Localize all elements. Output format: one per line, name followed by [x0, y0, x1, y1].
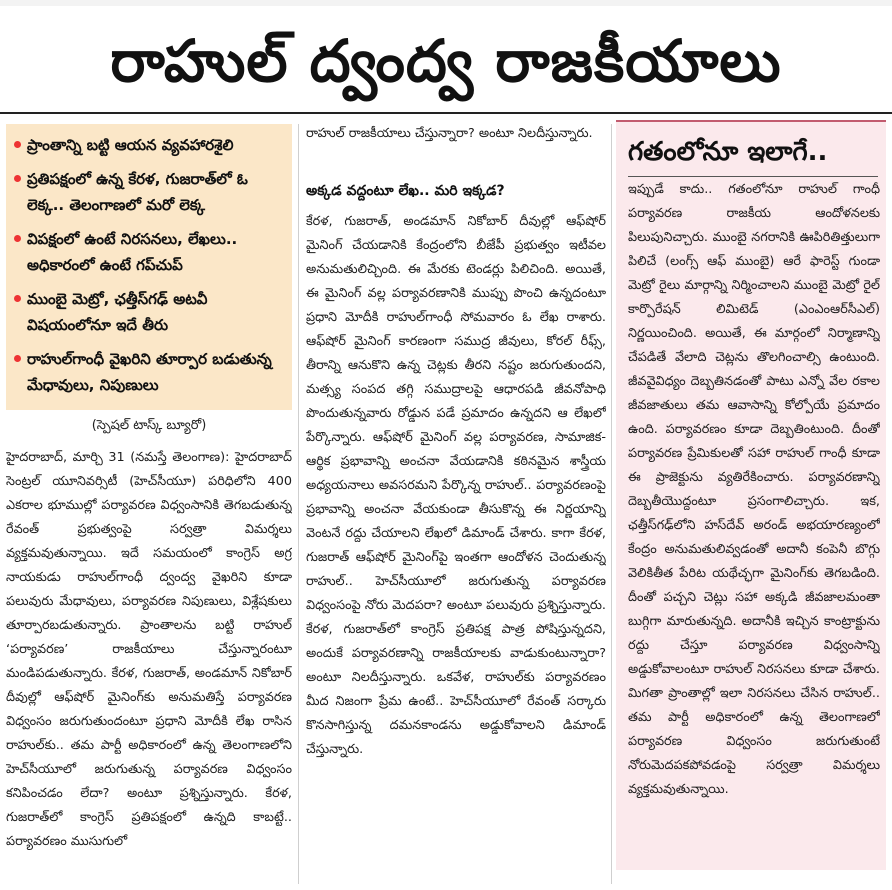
- highlight-item: [12, 346, 286, 398]
- highlight-text: విపక్షంలో ఉంటే నిరసనలు, లేఖలు.. అధికారంలో ఉంటే గప్‌చుప్: [27, 230, 238, 274]
- highlights-box: [6, 124, 292, 410]
- bullet-icon: [14, 235, 21, 242]
- sidebar-title: గతంలోనూ ఇలాగే..: [628, 137, 828, 167]
- highlight-item: [12, 166, 286, 218]
- top-strip: [0, 0, 892, 6]
- highlight-item: [12, 226, 286, 278]
- bullet-icon: [14, 141, 21, 148]
- bullet-icon: [14, 175, 21, 182]
- bullet-icon: [14, 295, 21, 302]
- column-divider: [611, 124, 612, 884]
- middle-column-continuation: రాహుల్ రాజకీయాలు చేస్తున్నారా? అంటూ నిలదీస్తున్నారు.: [306, 126, 593, 141]
- sidebar-body: ఇప్పుడే కాదు.. గతంలోనూ రాహుల్ గాంధీ పర్యావరణ రాజకీయ ఆందోళనలకు పిలుపునిచ్చారు. ముంబై నగరానికి ఊపిరితిత్తులుగా పిలిచే (లంగ్స్ ఆఫ్ ముంబై) ఆరే ఫారెస్ట్ గుండా మెట్రో రైలు మార్గాన్ని నిర్మించాలని ముంబై మెట్రో రైల్ కార్పొరేషన్ లిమిటెడ్ (ఎంఎంఆర్‌సీఎల్) నిర్ణయించింది. అయితే, ఈ మార్గంలో నిర్మాణాన్ని చేపడితే వేలాది చెట్లను తొలగించాల్సి ఉంటుంది. జీవవైవిధ్యం దెబ్బతినడంతో పాటు ఎన్నో వేల రకాల జీవజాతులు తమ ఆవాసాన్ని కోల్పోయే ప్రమాదం ఉంది. పర్యావరణం కూడా దెబ్బతింటుంది. దీంతో పర్యావరణ ప్రేమికులతో సహా రాహుల్ గాంధీ కూడా ఈ ప్రాజెక్టును వ్యతిరేకించారు. పర్యావరణాన్ని దెబ్బతీయొద్దంటూ ప్రసంగాలిచ్చారు. ఇక, ఛత్తీస్‌గఢ్‌లోని హస్‌దేవ్ అరండ్ అభయారణ్యంలో కేంద్రం అనుమతులివ్వడంతో అదానీ కంపెనీ బొగ్గు వెలికితీత పేరిట యథేచ్ఛగా మైనింగ్‌కు తెగబడింది. దీంతో పచ్చని చెట్లు సహా అక్కడి జీవజాలమంతా బుగ్గిగా మారుతున్నది. అదానీకి ఇచ్చిన కాంట్రాక్టును రద్దు చేస్తూ పర్యావరణ విధ్వంసాన్ని అడ్డుకోవాలంటూ రాహుల్ నిరసనలు కూడా చేశారు. మిగతా ప్రాంతాల్లో ఇలా నిరసనలు చేసిన రాహుల్.. తమ పార్టీ అధికారంలో ఉన్న తెలంగాణలో పర్యావరణ విధ్వంసం జరుగుతుంటే నోరుమెదపకపోవడంపై సర్వత్రా విమర్శలు వ్యక్తమవుతున్నాయి.: [628, 182, 880, 797]
- sidebar-title-underline: [628, 176, 878, 177]
- column-divider: [298, 124, 299, 884]
- highlight-text: ప్రాంతాన్ని బట్టి ఆయన వ్యవహారశైలి: [27, 136, 234, 154]
- highlight-item: [12, 286, 286, 338]
- highlight-text: రాహుల్‌గాంధీ వైఖరిని తూర్పార బడుతున్న మేధావులు, నిపుణులు: [27, 350, 272, 394]
- article-headline: రాహుల్ ద్వంద్వ రాజకీయాలు: [110, 27, 782, 95]
- byline: (స్పెషల్ టాస్క్ బ్యూరో): [91, 418, 207, 433]
- bullet-icon: [14, 355, 21, 362]
- highlight-item: [12, 132, 286, 158]
- highlight-text: ప్రతిపక్షంలో ఉన్న కేరళ, గుజరాత్‌లో ఓ లెక్క.. తెలంగాణలో మరో లెక్క: [27, 170, 248, 214]
- left-column-body: హైదరాబాద్, మార్చి 31 (నమస్తే తెలంగాణ): హైదరాబాద్ సెంట్రల్ యూనివర్సిటీ (హెచ్‌సీయూ) పరిధిలోని 400 ఎకరాల భూముల్లో పర్యావరణ విధ్వంసానికి తెగబడుతున్న రేవంత్ ప్రభుత్వంపై సర్వత్రా విమర్శలు వ్యక్తమవుతున్నాయి. ఇదే సమయంలో కాంగ్రెస్ అగ్ర నాయకుడు రాహుల్‌గాంధీ ద్వంద్వ వైఖరిని కూడా పలువురు మేధావులు, పర్యావరణ నిపుణులు, విశ్లేషకులు తూర్పారబడుతున్నారు. ప్రాంతాలను బట్టి రాహుల్ ‘పర్యావరణ’ రాజకీయాలు చేస్తున్నారంటూ మండిపడుతున్నారు. కేరళ, గుజరాత్, అండమాన్ నికోబార్ దీవుల్లో ఆఫ్‌షోర్ మైనింగ్‌కు అనుమతిస్తే పర్యావరణ విధ్వంసం జరుగుతుందంటూ ప్రధాని మోదీకి లేఖ రాసిన రాహుల్‌కు.. తమ పార్టీ అధికారంలో ఉన్న తెలంగాణలోని హెచ్‌సీయూలో జరుగుతున్న పర్యావరణ విధ్వంసం కనిపించడం లేదా? అంటూ ప్రశ్నిస్తున్నారు. కేరళ, గుజరాత్‌లో కాంగ్రెస్ ప్రతిపక్షంలో ఉన్నది కాబట్టే.. పర్యావరణం ముసుగులో: [6, 450, 292, 849]
- middle-column-body: కేరళ, గుజరాత్, అండమాన్ నికోబార్ దీవుల్లో ఆఫ్‌షోర్ మైనింగ్ చేయడానికి కేంద్రంలోని బీజేపీ ప్రభుత్వం ఇటీవల అనుమతులిచ్చింది. ఈ మేరకు టెండర్లు పిలిచింది. అయితే, ఈ మైనింగ్ వల్ల పర్యావరణానికి ముప్పు పొంచి ఉన్నదంటూ ప్రధాని మోదీకి రాహుల్‌గాంధీ సోమవారం ఓ లేఖ రాశారు. ఆఫ్‌షోర్ మైనింగ్ కారణంగా సముద్ర జీవులు, కోరల్ రీఫ్స్, తీరాన్ని ఆనుకొని ఉన్న చెట్లకు తీరని నష్టం జరుగుతుందని, మత్స్య సంపద తగ్గి సముద్రాలపై ఆధారపడి జీవనోపాధి పొందుతున్నవారు రోడ్డున పడే ప్రమాదం ఉన్నదని ఆ లేఖలో పేర్కొన్నారు. ఆఫ్‌షోర్ మైనింగ్ వల్ల పర్యావరణ, సామాజిక-ఆర్థిక ప్రభావాన్ని అంచనా వేయడానికి కఠినమైన శాస్త్రీయ అధ్యయనాలు అవసరమని పేర్కొన్న రాహుల్.. పర్యావరణంపై ప్రభావాన్ని అంచనా వేయకుండా తీసుకొన్న ఈ నిర్ణయాన్ని వెంటనే రద్దు చేయాలని లేఖలో డిమాండ్ చేశారు. కాగా కేరళ, గుజరాత్ ఆఫ్‌షోర్ మైనింగ్‌పై ఇంతగా ఆందోళన చెందుతున్న రాహుల్.. హెచ్‌సీయూలో జరుగుతున్న పర్యావరణ విధ్వంసంపై నోరు మెదపరా? అంటూ పలువురు ప్రశ్నిస్తున్నారు. కేరళ, గుజరాత్‌లో కాంగ్రెస్ ప్రతిపక్ష పాత్ర పోషిస్తున్నదని, అందుకే పర్యావరణాన్ని రాజకీయాలకు వాడుకుంటున్నారా? అంటూ నిలదీస్తున్నారు. ఒకవేళ, రాహుల్‌కు పర్యావరణం మీద నిజంగా ప్రేమ ఉంటే.. హెచ్‌సీయూలో రేవంత్ సర్కారు కొనసాగిస్తున్న దమనకాండను అడ్డుకోవాలని డిమాండ్ చేస్తున్నారు.: [306, 214, 606, 757]
- headline-divider: [0, 112, 892, 114]
- subheading: అక్కడ వద్దంటూ లేఖ.. మరి ఇక్కడ?: [306, 183, 505, 199]
- highlight-text: ముంబై మెట్రో, ఛత్తీస్‌గఢ్ అటవీ విషయంలోనూ ఇదే తీరు: [27, 290, 208, 334]
